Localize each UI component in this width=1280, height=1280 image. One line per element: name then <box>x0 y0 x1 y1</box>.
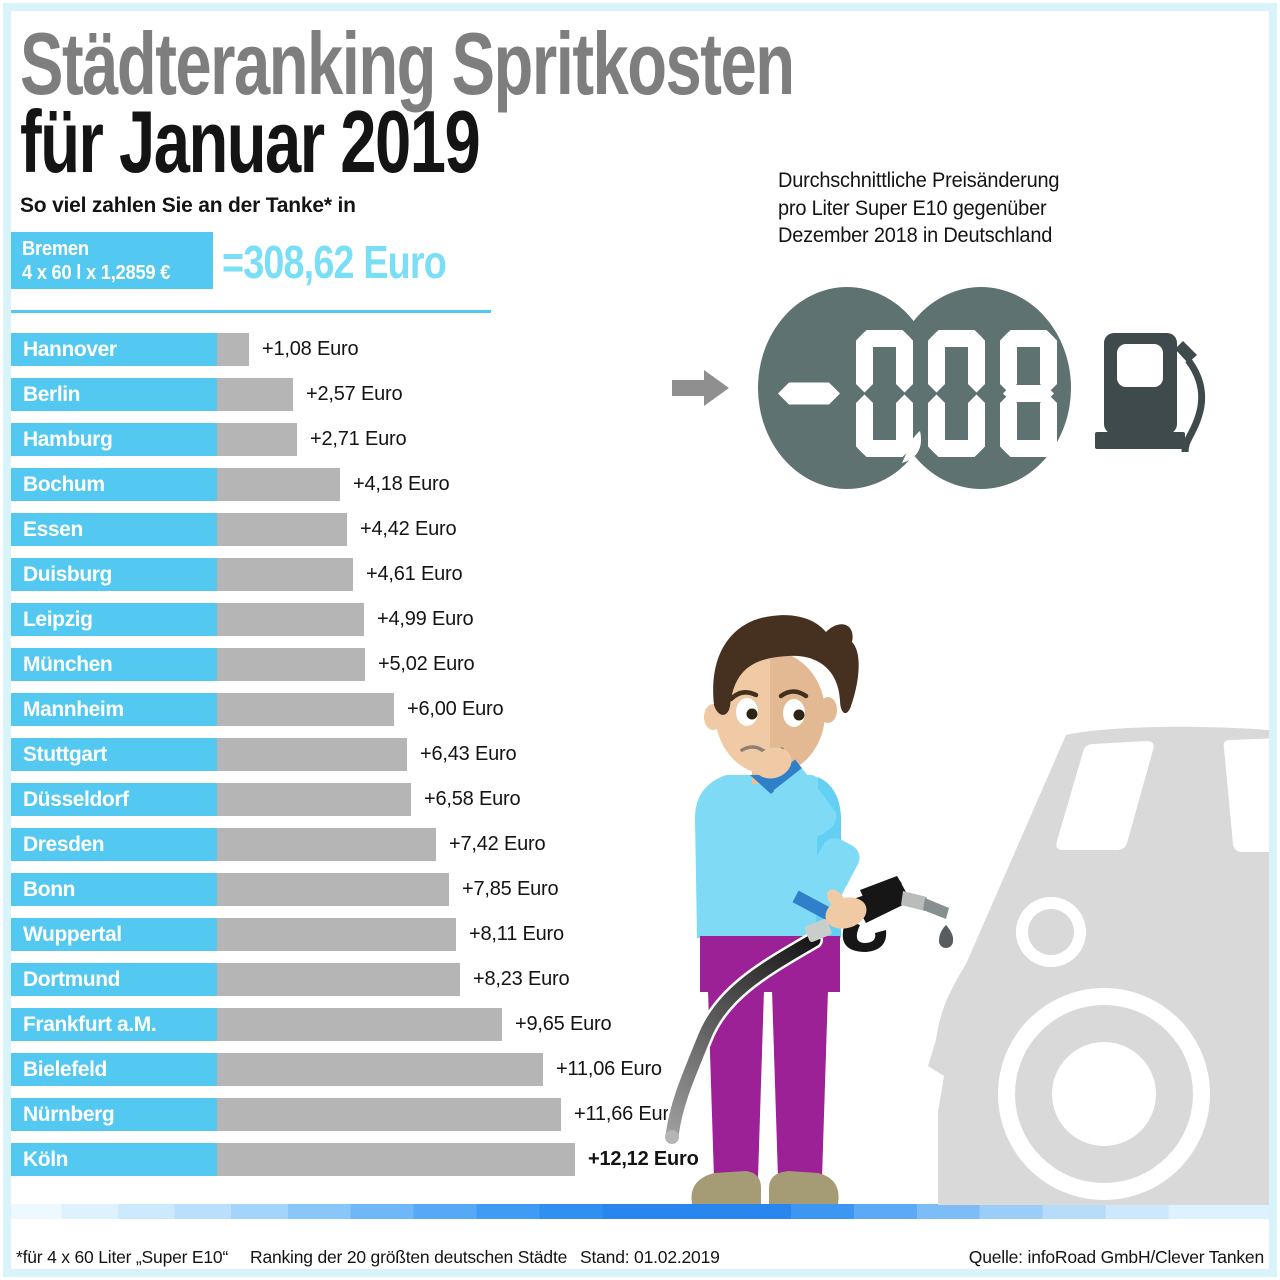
bar-row <box>10 1053 699 1086</box>
bar-value: +4,61 Euro <box>366 563 463 585</box>
highlight-formula: 4 x 60 l x 1,2859 € <box>21 262 171 284</box>
right-shoe <box>769 1171 839 1204</box>
city-label-bar: Bochum <box>10 468 217 501</box>
city-label-bar: Köln <box>10 1143 217 1176</box>
highlight-result: =308,62 Euro <box>222 236 446 288</box>
city-label-bar: Wuppertal <box>10 918 217 951</box>
bar-value: +8,11 Euro <box>469 923 564 945</box>
value-bar <box>217 738 407 771</box>
fuel-pump-icon <box>1095 333 1202 452</box>
source-credit: Quelle: infoRoad GmbH/Clever Tanken <box>968 1247 1264 1267</box>
city-label-bar: Dresden <box>10 828 217 861</box>
car-illustration <box>928 727 1280 1205</box>
page-title-line2: für Januar 2019 <box>20 92 480 191</box>
bar-row <box>10 1143 699 1176</box>
bar-row <box>10 693 699 726</box>
bar-value: +6,58 Euro <box>424 788 521 810</box>
bar-value: +2,57 Euro <box>306 383 403 405</box>
city-label-bar: Duisburg <box>10 558 217 591</box>
bar-row <box>10 963 699 996</box>
price-change-display <box>655 255 1240 515</box>
value-bar <box>217 378 293 411</box>
bar-value: +7,42 Euro <box>449 833 546 855</box>
description-line2: pro Liter Super E10 gegenüber <box>778 196 1047 220</box>
value-bar <box>217 1098 561 1131</box>
drop-icon <box>939 925 953 948</box>
bar-row <box>10 513 699 546</box>
bar-value: +5,02 Euro <box>378 653 475 675</box>
bar-value: +6,43 Euro <box>420 743 517 765</box>
value-bar <box>217 783 411 816</box>
city-label-bar: Berlin <box>10 378 217 411</box>
bar-value: +6,00 Euro <box>407 698 504 720</box>
value-bar <box>217 333 249 366</box>
date-stamp: Stand: 01.02.2019 <box>580 1247 720 1267</box>
bar-row <box>10 828 699 861</box>
value-bar <box>217 468 340 501</box>
bar-row <box>10 1008 699 1041</box>
refueling-scene <box>620 598 1280 1240</box>
bar-value: +4,42 Euro <box>360 518 457 540</box>
value-bar <box>217 558 353 591</box>
city-label-bar: Nürnberg <box>10 1098 217 1131</box>
ranking-note: Ranking der 20 größten deutschen Städte <box>250 1247 568 1267</box>
city-label-bar: Bonn <box>10 873 217 906</box>
bar-row <box>10 423 699 456</box>
description-line3: Dezember 2018 in Deutschland <box>778 224 1053 247</box>
bar-row <box>10 1098 699 1131</box>
bar-value: +7,85 Euro <box>462 878 559 900</box>
bar-value: +4,99 Euro <box>377 608 474 630</box>
bar-row <box>10 603 699 636</box>
bar-row <box>10 378 699 411</box>
value-bar <box>217 1053 543 1086</box>
city-label-bar: Stuttgart <box>10 738 217 771</box>
value-bar <box>217 963 460 996</box>
city-label-bar: Leipzig <box>10 603 217 636</box>
highlight-city: Bremen <box>21 238 89 260</box>
city-label-bar: München <box>10 648 217 681</box>
bar-row <box>10 468 699 501</box>
city-label-bar: Düsseldorf <box>10 783 217 816</box>
bar-value: +4,18 Euro <box>353 473 450 495</box>
city-label-bar: Essen <box>10 513 217 546</box>
value-bar <box>217 423 297 456</box>
divider-line <box>10 310 491 313</box>
city-label-bar: Frankfurt a.M. <box>10 1008 217 1041</box>
price-change-value <box>0 0 1 1</box>
value-bar <box>217 648 365 681</box>
price-change-description <box>778 167 1059 250</box>
city-label-bar: Bielefeld <box>10 1053 217 1086</box>
value-bar <box>217 513 347 546</box>
value-bar <box>217 603 364 636</box>
city-label-bar: Mannheim <box>10 693 217 726</box>
wheel-hub <box>1052 1042 1156 1146</box>
bar-value: +8,23 Euro <box>473 968 570 990</box>
description-line1: Durchschnittliche Preisänderung <box>778 169 1060 192</box>
footnote: *für 4 x 60 Liter „Super E10“ <box>16 1247 229 1267</box>
bar-row <box>10 783 699 816</box>
bar-chart <box>10 333 699 1188</box>
bar-row <box>10 648 699 681</box>
value-bar <box>217 693 394 726</box>
bar-row <box>10 738 699 771</box>
bar-row <box>10 558 699 591</box>
chart-subtitle: So viel zahlen Sie an der Tanke* in <box>20 194 356 217</box>
bar-row <box>10 873 699 906</box>
bar-value: +12,12 Euro <box>588 1148 699 1170</box>
value-bar <box>217 1008 502 1041</box>
city-label-bar: Dortmund <box>10 963 217 996</box>
bar-row <box>10 333 699 366</box>
bar-value: +11,66 Euro <box>574 1103 680 1125</box>
bar-value: +9,65 Euro <box>515 1013 612 1035</box>
page-title-line1: Städteranking Spritkosten <box>20 14 794 113</box>
bar-value: +1,08 Euro <box>262 338 359 360</box>
bar-value: +2,71 Euro <box>310 428 407 450</box>
arrow-right-icon <box>672 370 729 406</box>
city-label-bar: Hannover <box>10 333 217 366</box>
left-shoe <box>691 1171 761 1204</box>
bar-row <box>10 918 699 951</box>
value-bar <box>217 873 449 906</box>
value-bar <box>217 1143 575 1176</box>
city-label-bar: Hamburg <box>10 423 217 456</box>
bar-value: +11,06 Euro <box>556 1058 662 1080</box>
value-bar <box>217 828 436 861</box>
value-bar <box>217 918 456 951</box>
highlight-city-box <box>10 232 213 289</box>
fuel-cap <box>1028 909 1074 955</box>
